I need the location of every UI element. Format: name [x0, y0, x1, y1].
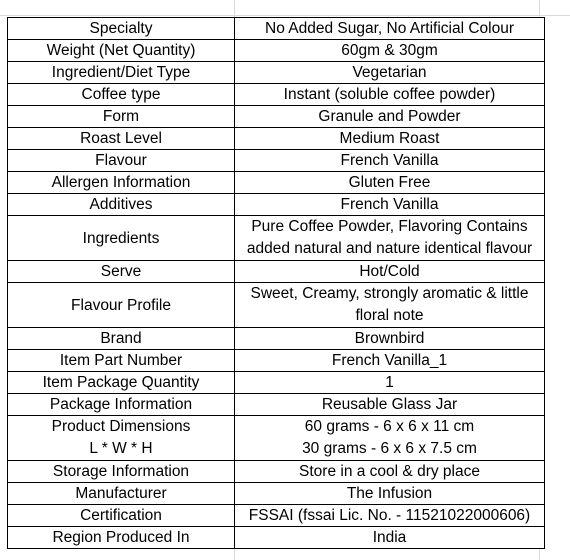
table-row: [8, 527, 545, 549]
cell-label[interactable]: Storage Information: [8, 461, 235, 483]
table-row: [8, 128, 545, 150]
cell-label[interactable]: Item Part Number: [8, 350, 235, 372]
cell-value[interactable]: Hot/Cold: [235, 261, 545, 283]
cell-value[interactable]: [235, 283, 545, 328]
cell-value-line: Sweet, Creamy, strongly aromatic & little: [250, 285, 529, 302]
cell-value[interactable]: Vegetarian: [235, 62, 545, 84]
cell-label[interactable]: Package Information: [8, 394, 235, 416]
table-row: [8, 261, 545, 283]
cell-label[interactable]: Serve: [8, 261, 235, 283]
cell-label[interactable]: Allergen Information: [8, 172, 235, 194]
cell-value[interactable]: No Added Sugar, No Artificial Colour: [235, 18, 545, 40]
table-row: [8, 483, 545, 505]
cell-label[interactable]: Flavour: [8, 150, 235, 172]
cell-label-line: L * W * H: [89, 440, 153, 457]
cell-label-line: Product Dimensions: [51, 418, 191, 435]
cell-label[interactable]: Form: [8, 106, 235, 128]
cell-label[interactable]: Flavour Profile: [8, 283, 235, 328]
cell-value[interactable]: Medium Roast: [235, 128, 545, 150]
cell-label[interactable]: Ingredient/Diet Type: [8, 62, 235, 84]
table-row: [8, 461, 545, 483]
cell-value[interactable]: 60gm & 30gm: [235, 40, 545, 62]
table-row: [8, 194, 545, 216]
table-row: [8, 18, 545, 40]
cell-label[interactable]: Coffee type: [8, 84, 235, 106]
cell-value-line: Pure Coffee Powder, Flavoring Contains: [251, 218, 528, 235]
table-row: [8, 283, 545, 328]
cell-label[interactable]: Roast Level: [8, 128, 235, 150]
cell-label[interactable]: Specialty: [8, 18, 235, 40]
table-row: [8, 416, 545, 461]
cell-value[interactable]: Brownbird: [235, 328, 545, 350]
table-row: [8, 150, 545, 172]
cell-value-line: 60 grams - 6 x 6 x 11 cm: [304, 418, 475, 435]
cell-label[interactable]: Manufacturer: [8, 483, 235, 505]
table-row: [8, 62, 545, 84]
cell-label[interactable]: Brand: [8, 328, 235, 350]
cell-value[interactable]: Store in a cool & dry place: [235, 461, 545, 483]
cell-label[interactable]: Region Produced In: [8, 527, 235, 549]
table-row: [8, 350, 545, 372]
table-row: [8, 505, 545, 527]
cell-label[interactable]: Certification: [8, 505, 235, 527]
cell-value[interactable]: 1: [235, 372, 545, 394]
cell-value[interactable]: French Vanilla_1: [235, 350, 545, 372]
product-spec-table: [7, 17, 545, 549]
table-row: [8, 216, 545, 261]
cell-value[interactable]: [235, 216, 545, 261]
cell-label[interactable]: Additives: [8, 194, 235, 216]
cell-label[interactable]: Weight (Net Quantity): [8, 40, 235, 62]
cell-value[interactable]: FSSAI (fssai Lic. No. - 11521022000606): [235, 505, 545, 527]
table-row: [8, 328, 545, 350]
cell-value-line: added natural and nature identical flavour: [246, 240, 533, 257]
cell-value[interactable]: Reusable Glass Jar: [235, 394, 545, 416]
cell-value[interactable]: French Vanilla: [235, 150, 545, 172]
table-row: [8, 40, 545, 62]
cell-label[interactable]: Ingredients: [8, 216, 235, 261]
cell-label[interactable]: [8, 416, 235, 461]
cell-value[interactable]: Instant (soluble coffee powder): [235, 84, 545, 106]
cell-label[interactable]: Item Package Quantity: [8, 372, 235, 394]
cell-value[interactable]: Gluten Free: [235, 172, 545, 194]
table-row: [8, 372, 545, 394]
cell-value[interactable]: [235, 416, 545, 461]
table-row: [8, 394, 545, 416]
cell-value[interactable]: Granule and Powder: [235, 106, 545, 128]
table-row: [8, 84, 545, 106]
table-row: [8, 106, 545, 128]
cell-value[interactable]: French Vanilla: [235, 194, 545, 216]
cell-value-line: floral note: [355, 307, 424, 324]
cell-value[interactable]: India: [235, 527, 545, 549]
cell-value[interactable]: The Infusion: [235, 483, 545, 505]
table-row: [8, 172, 545, 194]
cell-value-line: 30 grams - 6 x 6 x 7.5 cm: [302, 440, 477, 457]
